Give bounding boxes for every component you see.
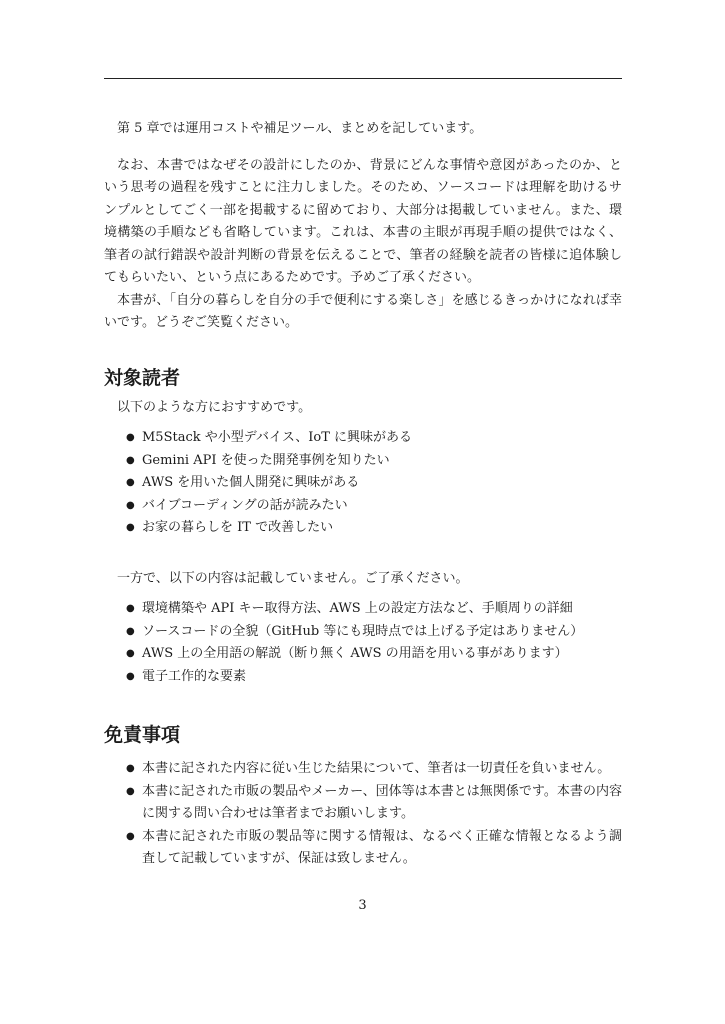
bullet-icon: ●: [126, 603, 135, 614]
bullet-icon: ●: [126, 785, 135, 797]
exclusion-lead: 一方で、以下の内容は記載していません。ご了承ください。: [117, 570, 469, 586]
disclaimer-heading: 免責事項: [104, 724, 181, 746]
page-number: 3: [358, 898, 367, 913]
bullet-icon: ●: [126, 477, 135, 488]
list-item: ● AWS 上の全用語の解説（断り無く AWS の用語を用いる事があります）: [142, 643, 622, 666]
list-item: ● Gemini API を使った開発事例を知りたい: [142, 450, 622, 473]
list-item: ● 環境構築や API キー取得方法、AWS 上の設定方法など、手順周りの詳細: [142, 598, 622, 621]
exclusion-list: [104, 598, 622, 688]
bullet-icon: ●: [126, 625, 135, 637]
list-item: ● ソースコードの全貌（GitHub 等にも現時点では上げる予定はありません）: [142, 621, 622, 644]
note-paragraph: なお、本書ではなぜその設計にしたのか、背景にどんな事情や意図があったのか、という思考の過程を残すことに注力しました。そのため、ソースコードは理解を助けるサンプルとしてごく一部を掲載するに留めており、大部分は掲載していません。また、環境構築の手順なども省略しています。これは、本書の主眼が再現手順の提供ではなく、筆者の試行錯誤や設計判断の背景を伝えることで、筆者の経験を読者の皆様に追体験してもらいたい、という点にあるためです。予めご了承ください。: [104, 157, 622, 285]
list-item: ● 本書に記された市販の製品やメーカー、団体等は本書とは無関係です。本書の内容に関する問い合わせは筆者までお願いします。: [142, 781, 622, 826]
list-item: ● お家の暮らしを IT で改善したい: [142, 517, 622, 540]
page-body: [104, 118, 622, 871]
audience-heading: 対象読者: [104, 366, 181, 389]
chapter5-paragraph: 第 5 章では運用コストや補足ツール、まとめを記しています。: [117, 121, 483, 136]
list-item: ● バイブコーディングの話が読みたい: [142, 495, 622, 518]
bullet-icon: ●: [126, 763, 135, 774]
bullet-icon: ●: [126, 499, 135, 511]
bullet-icon: ●: [126, 454, 135, 466]
list-item: ● 電子工作的な要素: [142, 666, 622, 689]
header-rule: [104, 78, 622, 79]
list-item: ● M5Stack や小型デバイス、IoT に興味がある: [142, 427, 622, 450]
list-item: ● AWS を用いた個人開発に興味がある: [142, 472, 622, 495]
bullet-icon: ●: [126, 670, 135, 682]
audience-lead: 以下のような方におすすめです。: [117, 399, 312, 415]
disclaimer-list: [104, 758, 622, 871]
audience-list: [104, 427, 622, 540]
list-item: ● 本書に記された市販の製品等に関する情報は、なるべく正確な情報となるよう調査して記載していますが、保証は致しません。: [142, 826, 622, 871]
bullet-icon: ●: [126, 432, 135, 443]
list-item: ● 本書に記された内容に従い生じた結果について、筆者は一切責任を負いません。: [142, 758, 622, 781]
bullet-icon: ●: [126, 522, 135, 533]
bullet-icon: ●: [126, 648, 135, 659]
bullet-icon: ●: [126, 830, 135, 842]
wish-paragraph: 本書が、「自分の暮らしを自分の手で便利にする楽しさ」を感じるきっかけになれば幸いです。どうぞご笑覧ください。: [104, 292, 622, 330]
